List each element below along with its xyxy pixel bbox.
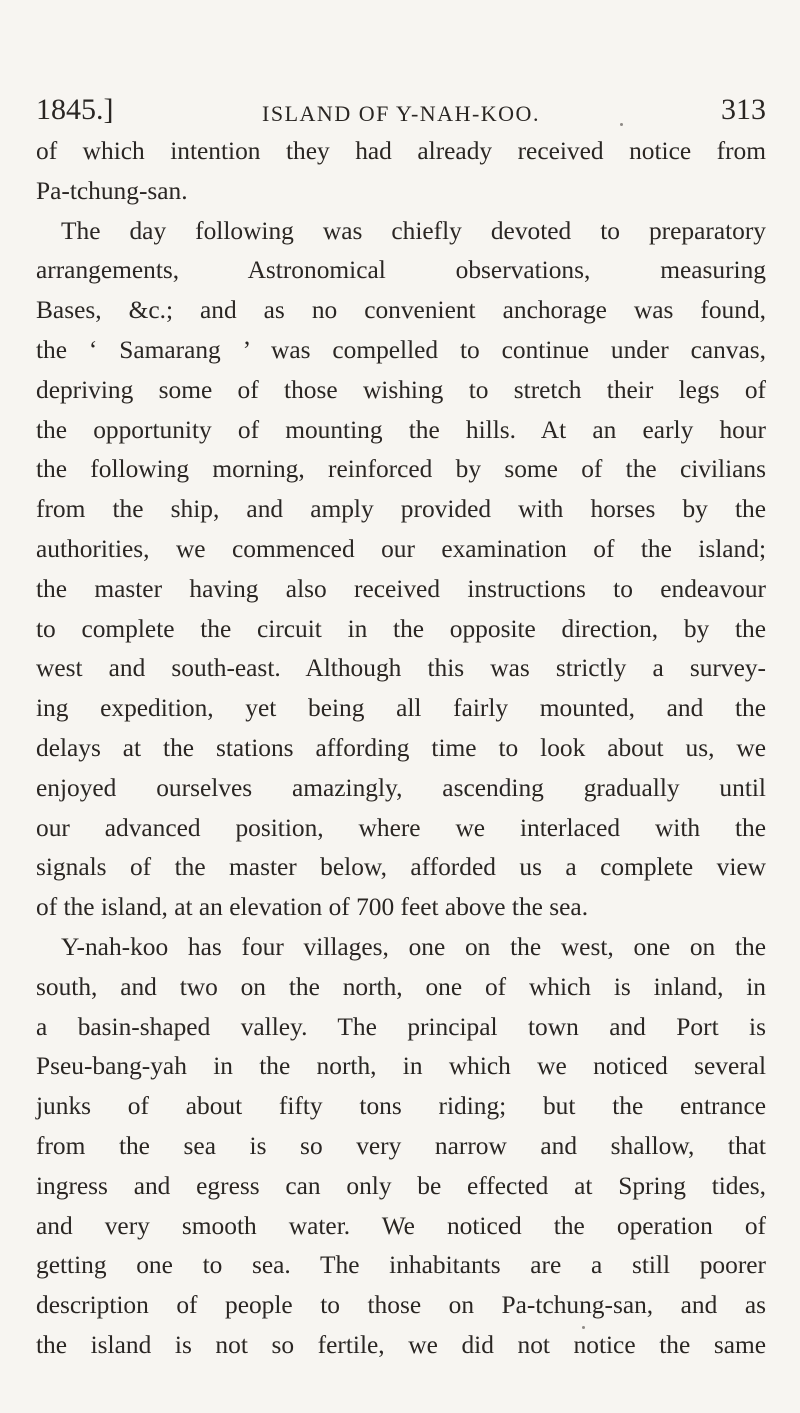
text-line: delays at the stations affording time to look about us, we xyxy=(36,733,766,762)
text-line: ingress and egress can only be effected at Spring tides, xyxy=(36,1171,766,1200)
text-line: getting one to sea. The inhabitants are a still poorer xyxy=(36,1251,766,1280)
text-line: Pseu-bang-yah in the north, in which we noticed several xyxy=(36,1052,766,1081)
paper-speck xyxy=(620,123,623,126)
text-line: ing expedition, yet being all fairly mounted, and the xyxy=(36,694,766,723)
text-line: from the ship, and amply provided with horses by the xyxy=(36,495,766,524)
header-year: 1845.] xyxy=(36,93,114,126)
text-line: the opportunity of mounting the hills. At an early hour xyxy=(36,415,766,444)
paper-speck xyxy=(582,1326,585,1329)
text-line: from the sea is so very narrow and shallow, that xyxy=(36,1131,766,1160)
text-line: and very smooth water. We noticed the operation of xyxy=(36,1211,766,1240)
text-line: the ‘ Samarang ’ was compelled to continue under canvas, xyxy=(36,335,766,364)
text-line: signals of the master below, afforded us a complete view xyxy=(36,853,766,882)
text-line: authorities, we commenced our examination of the island; xyxy=(36,534,766,563)
text-line: enjoyed ourselves amazingly, ascending gradually until xyxy=(36,773,766,802)
text-line: the master having also received instructions to endeavour xyxy=(36,574,766,603)
running-head xyxy=(36,93,766,133)
text-line: junks of about fifty tons riding; but the entrance xyxy=(36,1092,766,1121)
header-title: ISLAND OF Y-NAH-KOO. xyxy=(262,101,540,126)
text-line: of the island, at an elevation of 700 feet above the sea. xyxy=(36,893,589,922)
text-line: the island is not so fertile, we did not notice the same xyxy=(36,1330,766,1359)
text-line: arrangements, Astronomical observations, measuring xyxy=(36,256,766,285)
text-line: west and south-east. Although this was strictly a survey- xyxy=(36,654,766,683)
text-line: the following morning, reinforced by some of the civilians xyxy=(36,455,766,484)
text-line: depriving some of those wishing to stretch their legs of xyxy=(36,375,766,404)
text-line: description of people to those on Pa-tchung-san, and as xyxy=(36,1291,766,1320)
paragraph-start-line: Y-nah-koo has four villages, one on the west, one on the xyxy=(61,932,766,961)
text-line: Pa-tchung-san. xyxy=(36,176,188,205)
body-text xyxy=(36,132,766,1366)
text-line: our advanced position, where we interlaced with the xyxy=(36,813,766,842)
paragraph-start-line: The day following was chiefly devoted to preparatory xyxy=(61,216,766,245)
text-line: south, and two on the north, one of which is inland, in xyxy=(36,972,766,1001)
text-line: to complete the circuit in the opposite direction, by the xyxy=(36,614,766,643)
text-line: a basin-shaped valley. The principal town and Port is xyxy=(36,1012,766,1041)
page-number: 313 xyxy=(721,93,766,126)
text-line: Bases, &c.; and as no convenient anchorage was found, xyxy=(36,296,766,325)
text-line: of which intention they had already received notice from xyxy=(36,137,766,165)
